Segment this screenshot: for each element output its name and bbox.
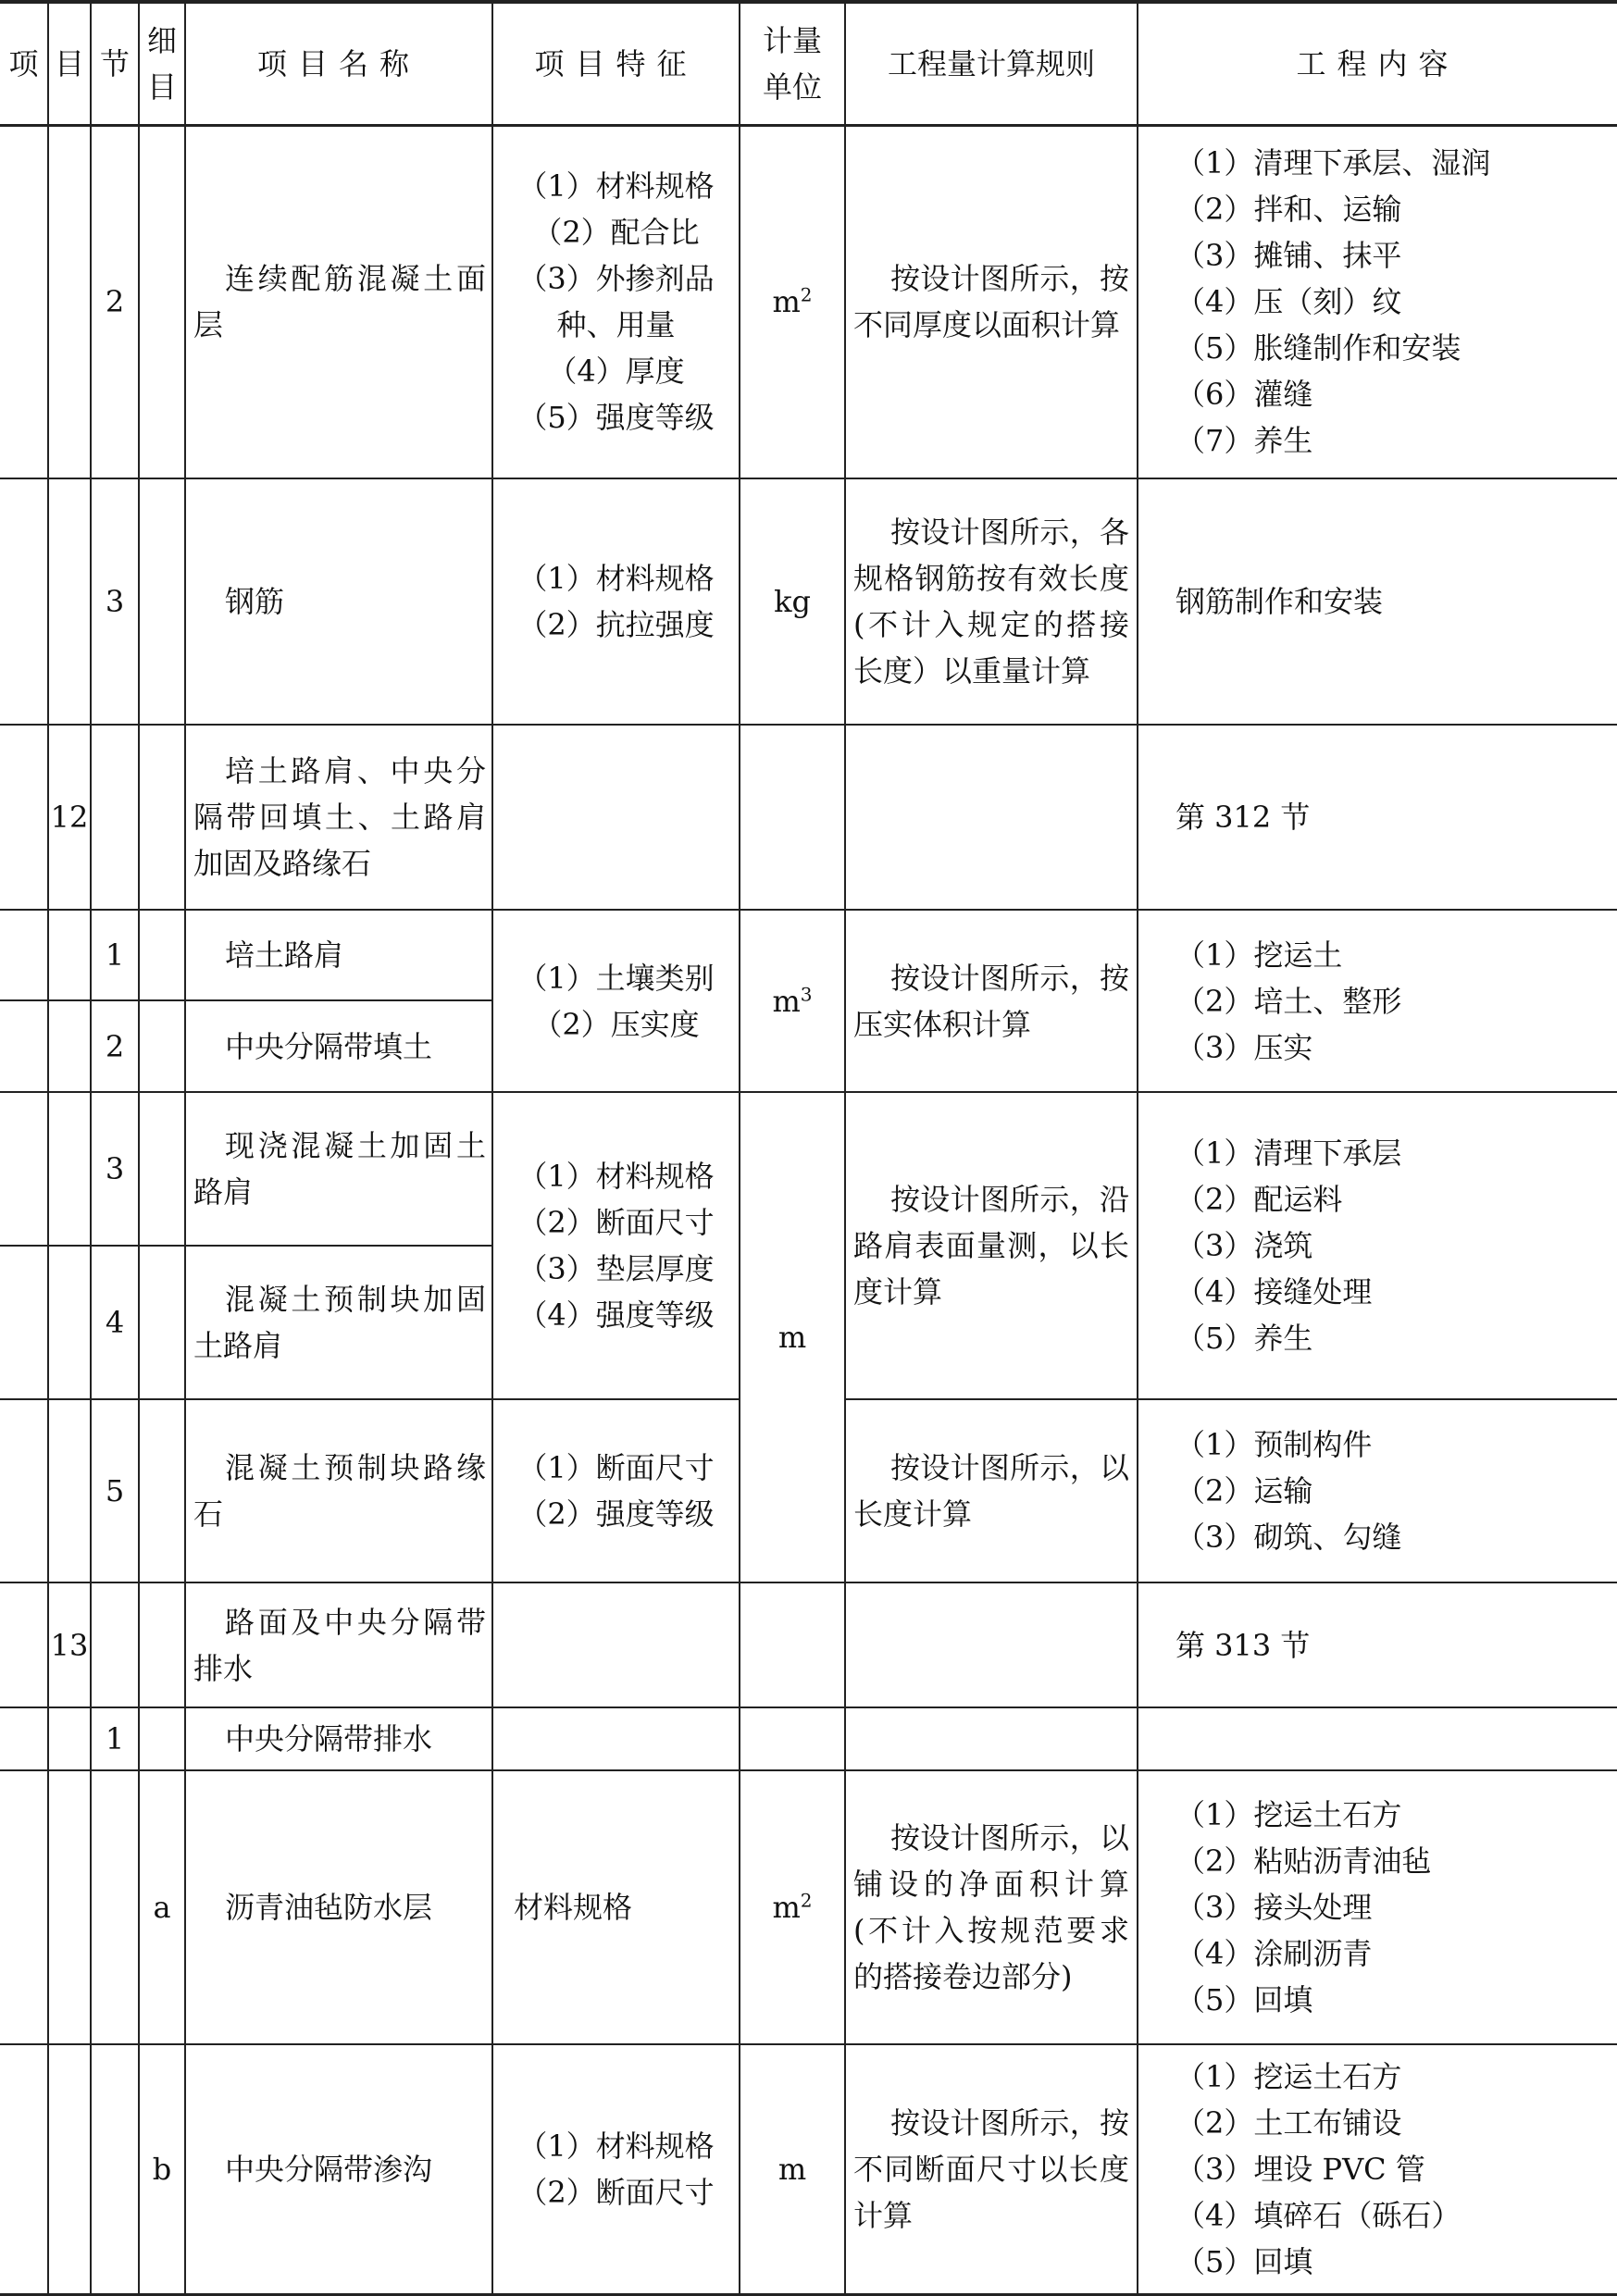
cell-work-content [1138,1770,1617,2044]
unit-superscript: 2 [800,1889,813,1912]
table-row [0,125,1617,478]
feature-line: （5）强度等级 [517,400,715,436]
header-unit [740,2,845,125]
cell-features [492,478,740,725]
cell-unit [740,1582,845,1707]
cell-calc-rule: 按设计图所示，沿路肩表面量测，以长度计算 [845,1092,1138,1399]
unit-base: m [772,1890,801,1925]
feature-line: （2）断面尺寸 [517,1205,715,1240]
content-line: （5）回填 [1175,1982,1313,2017]
content-line: （2）粘贴沥青油毡 [1175,1843,1432,1879]
content-line: （1）清理下承层 [1175,1136,1402,1171]
cell-unit [740,1707,845,1770]
content-line: （1）挖运土石方 [1175,1797,1402,1832]
cell-ximu [139,1092,185,1246]
cell-mu [48,1092,91,1246]
cell-ximu: a [139,1770,185,2044]
content-line: （3）压实 [1175,1029,1313,1065]
feature-line: （3）外掺剂品种、用量 [517,261,715,343]
cell-calc-rule: 按设计图所示，以长度计算 [845,1399,1138,1582]
table-row [0,1707,1617,1770]
cell-ximu: b [139,2044,185,2294]
cell-ximu [139,1582,185,1707]
content-line: （1）挖运土 [1175,937,1343,973]
cell-mu [48,125,91,478]
cell-jie: 2 [91,125,139,478]
cell-work-content [1138,1707,1617,1770]
cell-mu [48,1246,91,1399]
cell-jie: 3 [91,1092,139,1246]
cell-features [492,1582,740,1707]
feature-line: （1）材料规格 [517,2128,715,2164]
cell-jie: 1 [91,1707,139,1770]
content-line: （1）预制构件 [1175,1427,1373,1462]
cell-jie: 1 [91,910,139,1000]
cell-xiang [0,1770,48,2044]
cell-work-content [1138,1399,1617,1582]
cell-unit: kg [740,478,845,725]
cell-xiang [0,910,48,1000]
content-line: （2）土工布铺设 [1175,2104,1402,2141]
cell-item-name: 路面及中央分隔带排水 [185,1582,492,1707]
cell-xiang [0,725,48,910]
header-ximu-line-1: 细 [146,22,177,58]
cell-jie: 2 [91,1000,139,1092]
cell-ximu [139,910,185,1000]
cell-item-name: 沥青油毡防水层 [185,1770,492,2044]
header-ximu [139,2,185,125]
header-features: 项目特征 [492,2,740,125]
cell-item-name: 现浇混凝土加固土路肩 [185,1092,492,1246]
table-row [0,2044,1617,2294]
feature-line: （3）垫层厚度 [517,1251,715,1286]
cell-work-content: 钢筋制作和安装 [1138,478,1617,725]
cell-mu [48,910,91,1000]
header-xiang: 项 [0,2,48,125]
feature-line: （2）强度等级 [517,1496,715,1532]
content-line: （3）砌筑、勾缝 [1175,1520,1402,1555]
cell-jie: 4 [91,1246,139,1399]
cell-unit [740,725,845,910]
table-row [0,1582,1617,1707]
header-name: 项目名称 [185,2,492,125]
cell-features [492,725,740,910]
cell-xiang [0,1000,48,1092]
unit-base: m [772,983,801,1019]
cell-work-content [1138,125,1617,478]
cell-calc-rule: 按设计图所示，以铺设的净面积计算(不计入按规范要求的搭接卷边部分) [845,1770,1138,2044]
cell-item-name: 中央分隔带渗沟 [185,2044,492,2294]
cell-unit [740,910,845,1092]
cell-mu [48,1770,91,2044]
cell-xiang [0,1399,48,1582]
cell-xiang [0,1246,48,1399]
feature-line: （2）抗拉强度 [517,607,715,642]
cell-item-name: 中央分隔带排水 [185,1707,492,1770]
unit-superscript: 3 [800,982,813,1005]
cell-unit [740,125,845,478]
header-content: 工程内容 [1138,2,1617,125]
cell-ximu [139,1399,185,1582]
header-rule: 工程量计算规则 [845,2,1138,125]
cell-item-name: 培土路肩 [185,910,492,1000]
cell-work-content [1138,1092,1617,1399]
header-unit-line-1: 计量 [762,22,822,58]
cell-jie [91,2044,139,2294]
table-row [0,1770,1617,2044]
cell-calc-rule [845,725,1138,910]
header-row [0,2,1617,125]
content-line: （2）培土、整形 [1175,983,1402,1019]
content-line: （1）挖运土石方 [1175,2058,1402,2094]
cell-features [492,1092,740,1399]
cell-calc-rule [845,1707,1138,1770]
cell-ximu [139,478,185,725]
feature-line: （2）配合比 [532,215,700,251]
cell-features [492,2044,740,2294]
feature-line: （2）断面尺寸 [517,2174,715,2210]
cell-work-content: 第 312 节 [1138,725,1617,910]
cell-jie [91,1770,139,2044]
cell-xiang [0,1092,48,1246]
cell-features [492,1707,740,1770]
cell-item-name: 混凝土预制块加固土路肩 [185,1246,492,1399]
cell-ximu [139,1246,185,1399]
feature-line: （4）强度等级 [517,1297,715,1333]
cell-xiang [0,2044,48,2294]
cell-work-content: 第 313 节 [1138,1582,1617,1707]
content-line: （2）拌和、运输 [1175,192,1402,228]
unit-base: m [772,284,801,320]
cell-xiang [0,478,48,725]
cell-mu: 12 [48,725,91,910]
content-line: （1）清理下承层、湿润 [1175,145,1491,181]
content-line: （3）接头处理 [1175,1890,1373,1925]
cell-ximu [139,1707,185,1770]
content-line: （5）养生 [1175,1321,1313,1356]
cell-xiang [0,125,48,478]
content-line: （3）埋设 PVC 管 [1175,2151,1425,2187]
cell-unit: m [740,1092,845,1582]
cell-jie [91,1582,139,1707]
table-row [0,478,1617,725]
header-mu: 目 [48,2,91,125]
header-jie: 节 [91,2,139,125]
content-line: （6）灌缝 [1175,377,1313,413]
cell-item-name: 中央分隔带填土 [185,1000,492,1092]
feature-line: （1）材料规格 [517,168,715,205]
content-line: （4）接缝处理 [1175,1274,1373,1309]
header-unit-line-2: 单位 [762,68,822,105]
cell-item-name: 培土路肩、中央分隔带回填土、土路肩加固及路缘石 [185,725,492,910]
header-ximu-line-2: 目 [146,68,177,105]
feature-line: （2）压实度 [532,1006,700,1042]
table-row [0,725,1617,910]
cell-mu [48,1707,91,1770]
cell-ximu [139,125,185,478]
content-line: （4）填碎石（砾石） [1175,2197,1462,2233]
cell-calc-rule: 按设计图所示，按不同厚度以面积计算 [845,125,1138,478]
feature-line: （1）土壤类别 [517,960,715,996]
cell-calc-rule: 按设计图所示，按不同断面尺寸以长度计算 [845,2044,1138,2294]
content-line: （3）浇筑 [1175,1228,1313,1263]
content-line: （5）胀缝制作和安装 [1175,330,1462,366]
cell-calc-rule [845,1582,1138,1707]
cell-unit: m [740,2044,845,2294]
cell-item-name: 钢筋 [185,478,492,725]
content-line: （2）运输 [1175,1473,1313,1508]
cell-features [492,910,740,1092]
cell-item-name: 连续配筋混凝土面层 [185,125,492,478]
cell-unit [740,1770,845,2044]
content-line: （4）涂刷沥青 [1175,1936,1373,1971]
feature-line: （1）材料规格 [517,1159,715,1194]
cell-mu [48,1000,91,1092]
cell-xiang [0,1582,48,1707]
cell-calc-rule: 按设计图所示，按压实体积计算 [845,910,1138,1092]
cell-item-name: 混凝土预制块路缘石 [185,1399,492,1582]
cell-jie: 3 [91,478,139,725]
cell-mu [48,478,91,725]
content-line: （5）回填 [1175,2243,1313,2279]
cell-xiang [0,1707,48,1770]
cell-ximu [139,1000,185,1092]
cell-jie: 5 [91,1399,139,1582]
cell-ximu [139,725,185,910]
cell-features [492,1399,740,1582]
feature-line: （1）材料规格 [517,561,715,596]
cell-calc-rule: 按设计图所示，各规格钢筋按有效长度(不计入规定的搭接长度）以重量计算 [845,478,1138,725]
cell-features [492,125,740,478]
feature-line: （1）断面尺寸 [517,1450,715,1485]
content-line: （7）养生 [1175,423,1313,459]
cell-mu: 13 [48,1582,91,1707]
cell-work-content [1138,910,1617,1092]
feature-line: （4）厚度 [547,354,685,390]
table-row [0,1092,1617,1246]
cell-mu [48,2044,91,2294]
content-line: （2）配运料 [1175,1182,1343,1217]
table-row [0,910,1617,1000]
cell-jie [91,725,139,910]
cell-features: 材料规格 [492,1770,740,2044]
content-line: （4）压（刻）纹 [1175,284,1402,320]
cell-mu [48,1399,91,1582]
content-line: （3）摊铺、抹平 [1175,238,1402,274]
unit-superscript: 2 [800,283,813,306]
cell-work-content [1138,2044,1617,2294]
